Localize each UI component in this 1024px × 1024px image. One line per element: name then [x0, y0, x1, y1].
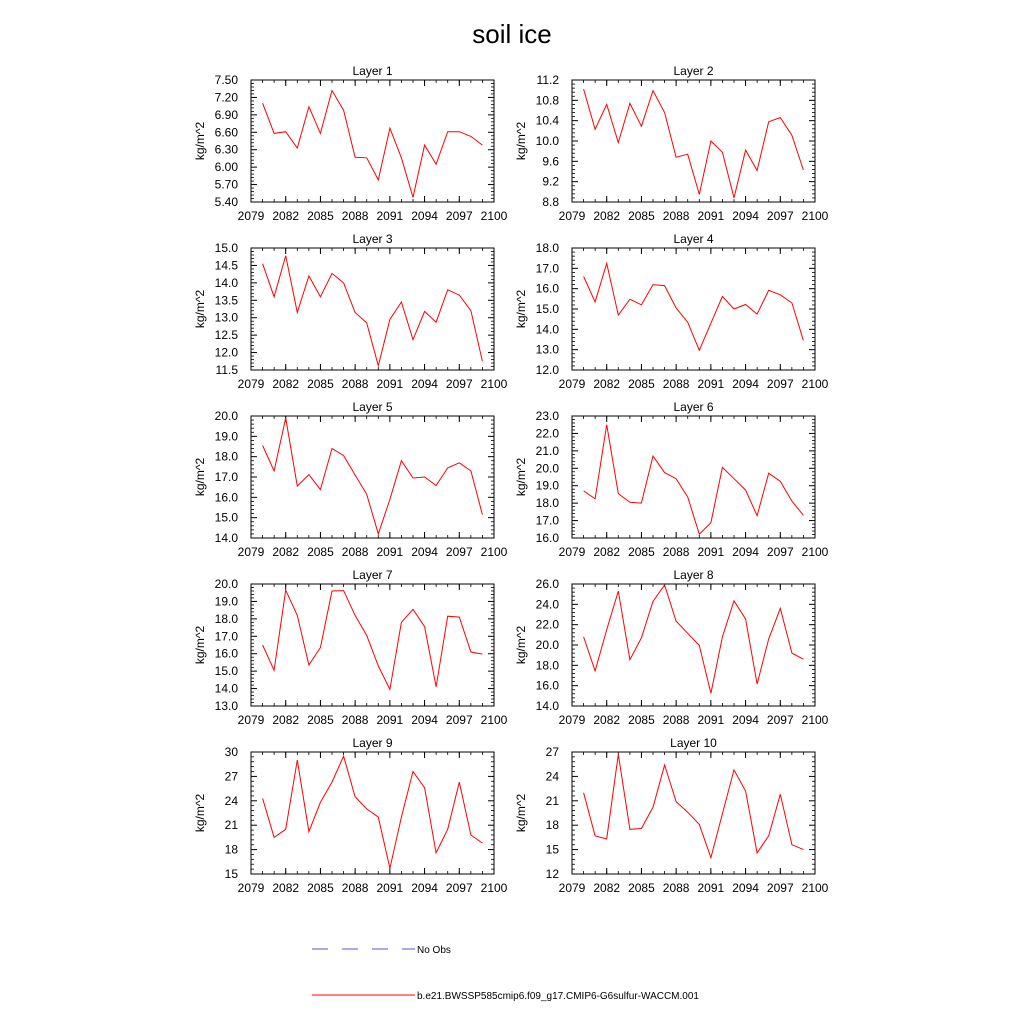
y-tick-label: 10.8	[535, 93, 559, 108]
y-tick-label: 24.0	[535, 597, 559, 612]
y-tick-label: 22.0	[535, 426, 559, 441]
y-tick-label: 15	[545, 842, 559, 857]
panel-title: Layer 5	[352, 400, 393, 414]
y-tick-label: 17.0	[535, 261, 559, 276]
y-tick-label: 16.0	[535, 678, 559, 693]
x-tick-label: 2100	[801, 713, 829, 727]
x-tick-label: 2100	[801, 377, 829, 391]
y-tick-label: 24	[545, 769, 559, 784]
x-tick-label: 2097	[445, 377, 473, 391]
y-tick-label: 18.0	[214, 449, 238, 464]
legend	[312, 945, 699, 1002]
y-tick-label: 14.0	[535, 322, 559, 337]
panel-title: Layer 7	[352, 568, 393, 582]
y-tick-label: 16.0	[535, 531, 559, 545]
y-tick-label: 6.00	[214, 160, 238, 175]
y-tick-label: 27	[545, 745, 559, 759]
y-tick-label: 15	[224, 867, 238, 881]
x-tick-label: 2097	[445, 209, 473, 223]
x-tick-label: 2082	[593, 545, 621, 559]
y-tick-label: 30	[224, 745, 238, 759]
y-tick-label: 17.0	[214, 470, 238, 484]
plot-frame	[251, 584, 494, 706]
x-tick-label: 2085	[628, 377, 655, 391]
y-tick-label: 19.0	[535, 478, 559, 493]
x-tick-label: 2094	[411, 209, 438, 223]
y-tick-label: 18.0	[535, 496, 559, 511]
y-tick-label: 15.0	[214, 664, 238, 679]
panel-title: Layer 4	[673, 232, 714, 246]
x-tick-label: 2100	[480, 377, 508, 391]
y-tick-label: 19.0	[214, 429, 238, 444]
x-tick-label: 2097	[766, 545, 794, 559]
x-tick-label: 2079	[237, 545, 265, 559]
x-tick-label: 2094	[732, 209, 759, 223]
x-tick-label: 2097	[445, 881, 473, 895]
y-tick-label: 20.0	[214, 409, 238, 423]
x-tick-label: 2088	[662, 881, 690, 895]
legend-no-obs-label: No Obs	[417, 945, 451, 956]
y-tick-label: 18	[545, 818, 559, 833]
x-tick-label: 2097	[445, 713, 473, 727]
y-tick-label: 20.0	[535, 461, 559, 476]
x-tick-label: 2088	[341, 209, 369, 223]
x-tick-label: 2091	[376, 881, 404, 895]
series-line	[263, 91, 483, 198]
x-tick-label: 2085	[628, 713, 655, 727]
panel-title: Layer 10	[670, 736, 717, 750]
y-axis-label: kg/m^2	[514, 793, 528, 833]
panel-layer-6	[514, 400, 829, 559]
y-tick-label: 10.4	[535, 113, 559, 128]
y-tick-label: 13.0	[214, 310, 238, 325]
plot-frame	[572, 248, 815, 370]
x-tick-label: 2079	[558, 209, 586, 223]
y-tick-label: 9.2	[542, 174, 559, 189]
x-tick-label: 2094	[732, 377, 759, 391]
x-tick-label: 2088	[341, 545, 369, 559]
y-tick-label: 18.0	[535, 241, 559, 255]
panel-layer-4	[514, 232, 829, 391]
y-tick-label: 17.0	[535, 513, 559, 528]
x-tick-label: 2082	[593, 377, 621, 391]
x-tick-label: 2097	[445, 545, 473, 559]
series-line	[584, 89, 804, 198]
x-tick-label: 2079	[558, 713, 586, 727]
x-tick-label: 2097	[766, 377, 794, 391]
y-tick-label: 14.0	[535, 699, 559, 713]
x-tick-label: 2088	[662, 545, 690, 559]
x-tick-label: 2094	[732, 545, 759, 559]
x-tick-label: 2085	[307, 545, 334, 559]
y-tick-label: 6.90	[214, 107, 238, 122]
y-tick-label: 14.5	[214, 258, 238, 273]
y-tick-label: 27	[224, 769, 238, 784]
x-tick-label: 2094	[411, 545, 438, 559]
x-tick-label: 2094	[732, 713, 759, 727]
panel-layer-10	[514, 736, 829, 895]
plot-frame	[251, 80, 494, 202]
x-tick-label: 2088	[341, 377, 369, 391]
x-tick-label: 2082	[593, 881, 621, 895]
y-axis-label: kg/m^2	[193, 289, 207, 329]
plot-frame	[251, 416, 494, 538]
x-tick-label: 2082	[593, 209, 621, 223]
y-tick-label: 6.60	[214, 125, 238, 140]
y-axis-label: kg/m^2	[193, 121, 207, 161]
series-line	[584, 263, 804, 350]
x-tick-label: 2088	[662, 713, 690, 727]
x-tick-label: 2082	[272, 209, 300, 223]
y-tick-label: 18.0	[214, 611, 238, 626]
x-tick-label: 2097	[766, 713, 794, 727]
y-tick-label: 14.0	[214, 681, 238, 696]
y-tick-label: 18	[224, 842, 238, 857]
panel-layer-8	[514, 568, 829, 727]
y-tick-label: 12.0	[535, 363, 559, 377]
x-tick-label: 2079	[558, 881, 586, 895]
x-tick-label: 2100	[480, 713, 508, 727]
y-tick-label: 7.50	[214, 73, 238, 87]
x-tick-label: 2091	[697, 377, 725, 391]
y-tick-label: 15.0	[214, 510, 238, 525]
panel-layer-3	[193, 232, 508, 391]
x-tick-label: 2091	[697, 713, 725, 727]
y-tick-label: 18.0	[535, 658, 559, 673]
y-tick-label: 21.0	[535, 443, 559, 458]
y-tick-label: 12	[545, 867, 559, 881]
y-axis-label: kg/m^2	[514, 625, 528, 665]
panel-layer-5	[193, 400, 508, 559]
y-tick-label: 11.2	[536, 73, 559, 87]
x-tick-label: 2085	[628, 545, 655, 559]
x-tick-label: 2079	[558, 377, 586, 391]
plot-frame	[572, 752, 815, 874]
y-axis-label: kg/m^2	[514, 289, 528, 329]
panel-title: Layer 3	[352, 232, 393, 246]
x-tick-label: 2100	[801, 881, 829, 895]
series-line	[263, 418, 483, 534]
x-tick-label: 2094	[411, 713, 438, 727]
y-tick-label: 12.0	[214, 345, 238, 360]
y-axis-label: kg/m^2	[193, 625, 207, 665]
y-tick-label: 5.70	[214, 177, 238, 192]
x-tick-label: 2088	[662, 209, 690, 223]
panel-layer-7	[193, 568, 508, 727]
panel-layer-1	[193, 64, 508, 223]
x-tick-label: 2079	[237, 377, 265, 391]
x-tick-label: 2094	[411, 377, 438, 391]
x-tick-label: 2082	[272, 713, 300, 727]
x-tick-label: 2085	[628, 881, 655, 895]
panel-title: Layer 1	[352, 64, 393, 78]
y-tick-label: 14.0	[214, 275, 238, 290]
x-tick-label: 2085	[307, 209, 334, 223]
legend-run-label: b.e21.BWSSP585cmip6.f09_g17.CMIP6-G6sulfur-WACCM.001	[417, 991, 699, 1002]
y-tick-label: 16.0	[214, 490, 238, 505]
panel-title: Layer 9	[352, 736, 393, 750]
x-tick-label: 2082	[272, 377, 300, 391]
plot-frame	[572, 584, 815, 706]
y-tick-label: 12.5	[214, 328, 238, 343]
series-line	[584, 425, 804, 535]
y-tick-label: 21	[545, 793, 559, 808]
x-tick-label: 2079	[237, 713, 265, 727]
x-tick-label: 2091	[376, 377, 404, 391]
x-tick-label: 2079	[237, 209, 265, 223]
y-tick-label: 20.0	[214, 577, 238, 591]
y-tick-label: 15.0	[535, 302, 559, 316]
plot-frame	[572, 80, 815, 202]
y-tick-label: 16.0	[535, 281, 559, 296]
y-tick-label: 15.0	[214, 241, 238, 255]
panel-layer-9	[193, 736, 508, 895]
x-tick-label: 2091	[697, 881, 725, 895]
y-axis-label: kg/m^2	[514, 121, 528, 161]
x-tick-label: 2097	[766, 209, 794, 223]
y-tick-label: 8.8	[542, 195, 559, 209]
panel-title: Layer 2	[673, 64, 714, 78]
y-tick-label: 10.0	[535, 134, 559, 148]
panel-title: Layer 6	[673, 400, 714, 414]
x-tick-label: 2079	[558, 545, 586, 559]
x-tick-label: 2088	[662, 377, 690, 391]
y-tick-label: 11.5	[215, 363, 238, 377]
y-tick-label: 7.20	[214, 90, 238, 105]
x-tick-label: 2094	[732, 881, 759, 895]
x-tick-label: 2091	[697, 209, 725, 223]
y-tick-label: 13.0	[535, 342, 559, 357]
y-tick-label: 16.0	[214, 646, 238, 661]
y-tick-label: 14.0	[214, 531, 238, 545]
x-tick-label: 2097	[766, 881, 794, 895]
x-tick-label: 2100	[480, 545, 508, 559]
series-line	[584, 754, 804, 857]
x-tick-label: 2085	[307, 713, 334, 727]
panel-title: Layer 8	[673, 568, 714, 582]
y-tick-label: 13.5	[214, 293, 238, 308]
x-tick-label: 2085	[307, 377, 334, 391]
series-line	[584, 585, 804, 693]
y-tick-label: 13.0	[214, 699, 238, 713]
x-tick-label: 2085	[628, 209, 655, 223]
y-axis-label: kg/m^2	[514, 457, 528, 497]
x-tick-label: 2085	[307, 881, 334, 895]
x-tick-label: 2091	[376, 545, 404, 559]
x-tick-label: 2079	[237, 881, 265, 895]
panel-grid	[193, 64, 829, 895]
figure-title: soil ice	[472, 19, 552, 49]
series-line	[263, 590, 483, 689]
x-tick-label: 2088	[341, 713, 369, 727]
x-tick-label: 2091	[376, 209, 404, 223]
y-tick-label: 17.0	[214, 629, 238, 644]
y-tick-label: 9.6	[542, 154, 559, 169]
x-tick-label: 2100	[801, 209, 829, 223]
x-tick-label: 2094	[411, 881, 438, 895]
y-tick-label: 26.0	[535, 577, 559, 591]
y-tick-label: 23.0	[535, 409, 559, 423]
x-tick-label: 2082	[272, 881, 300, 895]
y-axis-label: kg/m^2	[193, 793, 207, 833]
x-tick-label: 2088	[341, 881, 369, 895]
x-tick-label: 2100	[480, 881, 508, 895]
x-tick-label: 2091	[376, 713, 404, 727]
x-tick-label: 2100	[801, 545, 829, 559]
y-tick-label: 20.0	[535, 638, 559, 652]
x-tick-label: 2100	[480, 209, 508, 223]
x-tick-label: 2082	[272, 545, 300, 559]
y-tick-label: 5.40	[214, 195, 238, 209]
y-tick-label: 6.30	[214, 142, 238, 157]
y-tick-label: 22.0	[535, 617, 559, 632]
series-line	[263, 756, 483, 868]
y-axis-label: kg/m^2	[193, 457, 207, 497]
y-tick-label: 24	[224, 793, 238, 808]
x-tick-label: 2082	[593, 713, 621, 727]
y-tick-label: 21	[224, 818, 238, 833]
series-line	[263, 256, 483, 366]
x-tick-label: 2091	[697, 545, 725, 559]
panel-layer-2	[514, 64, 829, 223]
y-tick-label: 19.0	[214, 594, 238, 609]
